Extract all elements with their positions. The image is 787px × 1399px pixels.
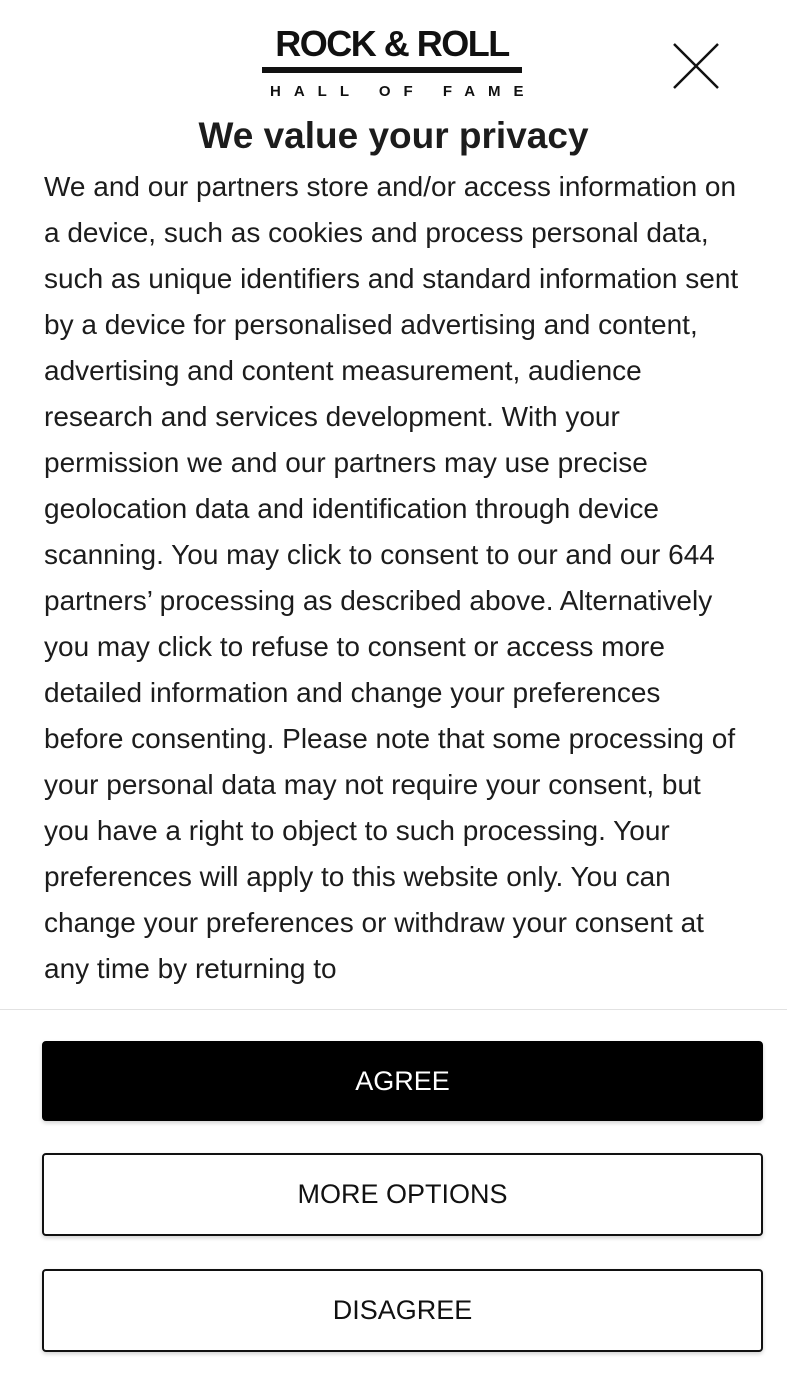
rock-and-roll-hall-of-fame-logo	[260, 23, 537, 100]
dialog-title: We value your privacy	[198, 115, 589, 156]
more-options-button[interactable]: MORE OPTIONS	[42, 1153, 763, 1236]
logo-wordmark-bottom: HALL OF FAME	[270, 83, 537, 100]
disagree-button[interactable]: DISAGREE	[42, 1269, 763, 1352]
consent-body-text: We and our partners store and/or access information on a device, such as cookies and process personal data, such as unique identifiers and standard information sent by a device for personalised advertising and content, advertising and content measurement, audience research and services development. With your permission we and our partners may use precise geolocation data and identification through device scanning. You may click to consent to our and our 644 partners’ processing as described above. Alternatively you may click to refuse to consent or access more detailed information and change your preferences before consenting. Please note that some processing of your personal data may not require your consent, but you have a right to object to such processing. Your preferences will apply to this website only. You can change your preferences or withdraw your consent at any time by returning to	[44, 171, 739, 984]
logo-rule	[262, 67, 522, 73]
divider	[0, 1009, 787, 1010]
logo-wordmark-top: ROCK & ROLL	[275, 23, 509, 64]
close-icon	[664, 34, 728, 98]
close-button[interactable]	[664, 34, 728, 98]
consent-text-scroll-area[interactable]	[44, 164, 744, 1009]
agree-button[interactable]: AGREE	[42, 1041, 763, 1121]
